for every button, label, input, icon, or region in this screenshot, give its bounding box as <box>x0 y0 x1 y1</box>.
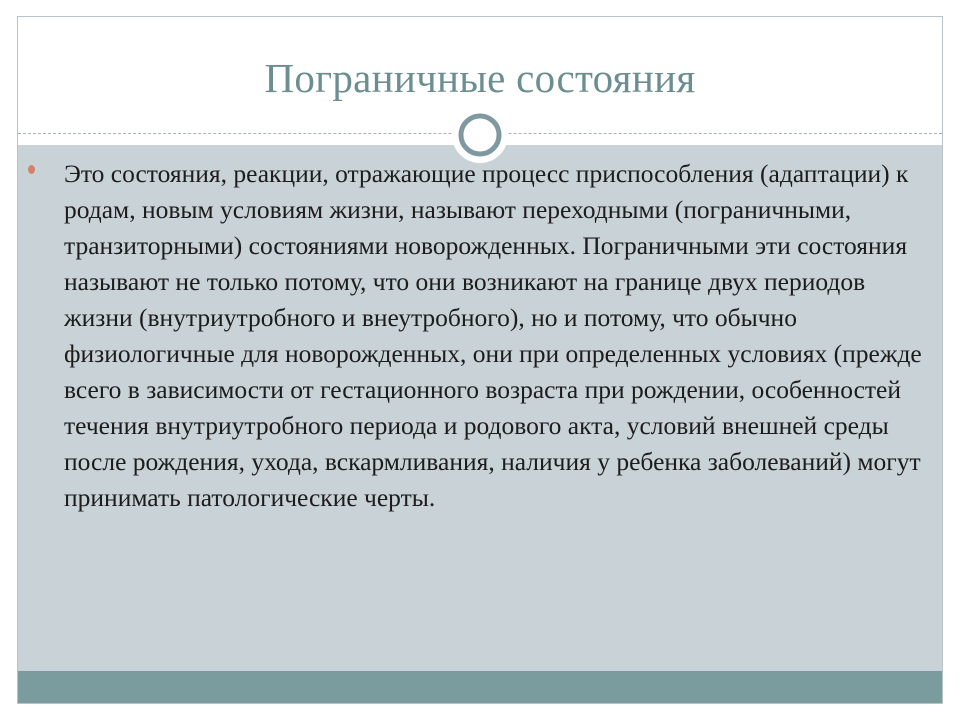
footer-band <box>18 671 942 703</box>
bullet-dot-icon <box>28 165 35 174</box>
bullet-text: Это состояния, реакции, отражающие процесс приспособления (адаптации) к родам, новым условиям жизни, называют переходными (пограничными, транзиторными) состояниями новорожденных. Пограничными эти состояния называют не только потому, что они возникают на границе двух периодов жизни (внутриутробного и внеутробного), но и потому, что обычно физиологичные для новорожденных, они при определенных условиях (прежде всего в зависимости от гестационного возраста при рождении, особенностей течения внутриутробного периода и родового акта, условий внешней среды после рождения, ухода, вскармливания, наличия у ребенка заболеваний) могут принимать патологические черты. <box>64 159 922 512</box>
slide-title: Пограничные состояния <box>264 54 696 101</box>
bullet-item <box>58 156 928 516</box>
bullet-list <box>58 156 928 516</box>
